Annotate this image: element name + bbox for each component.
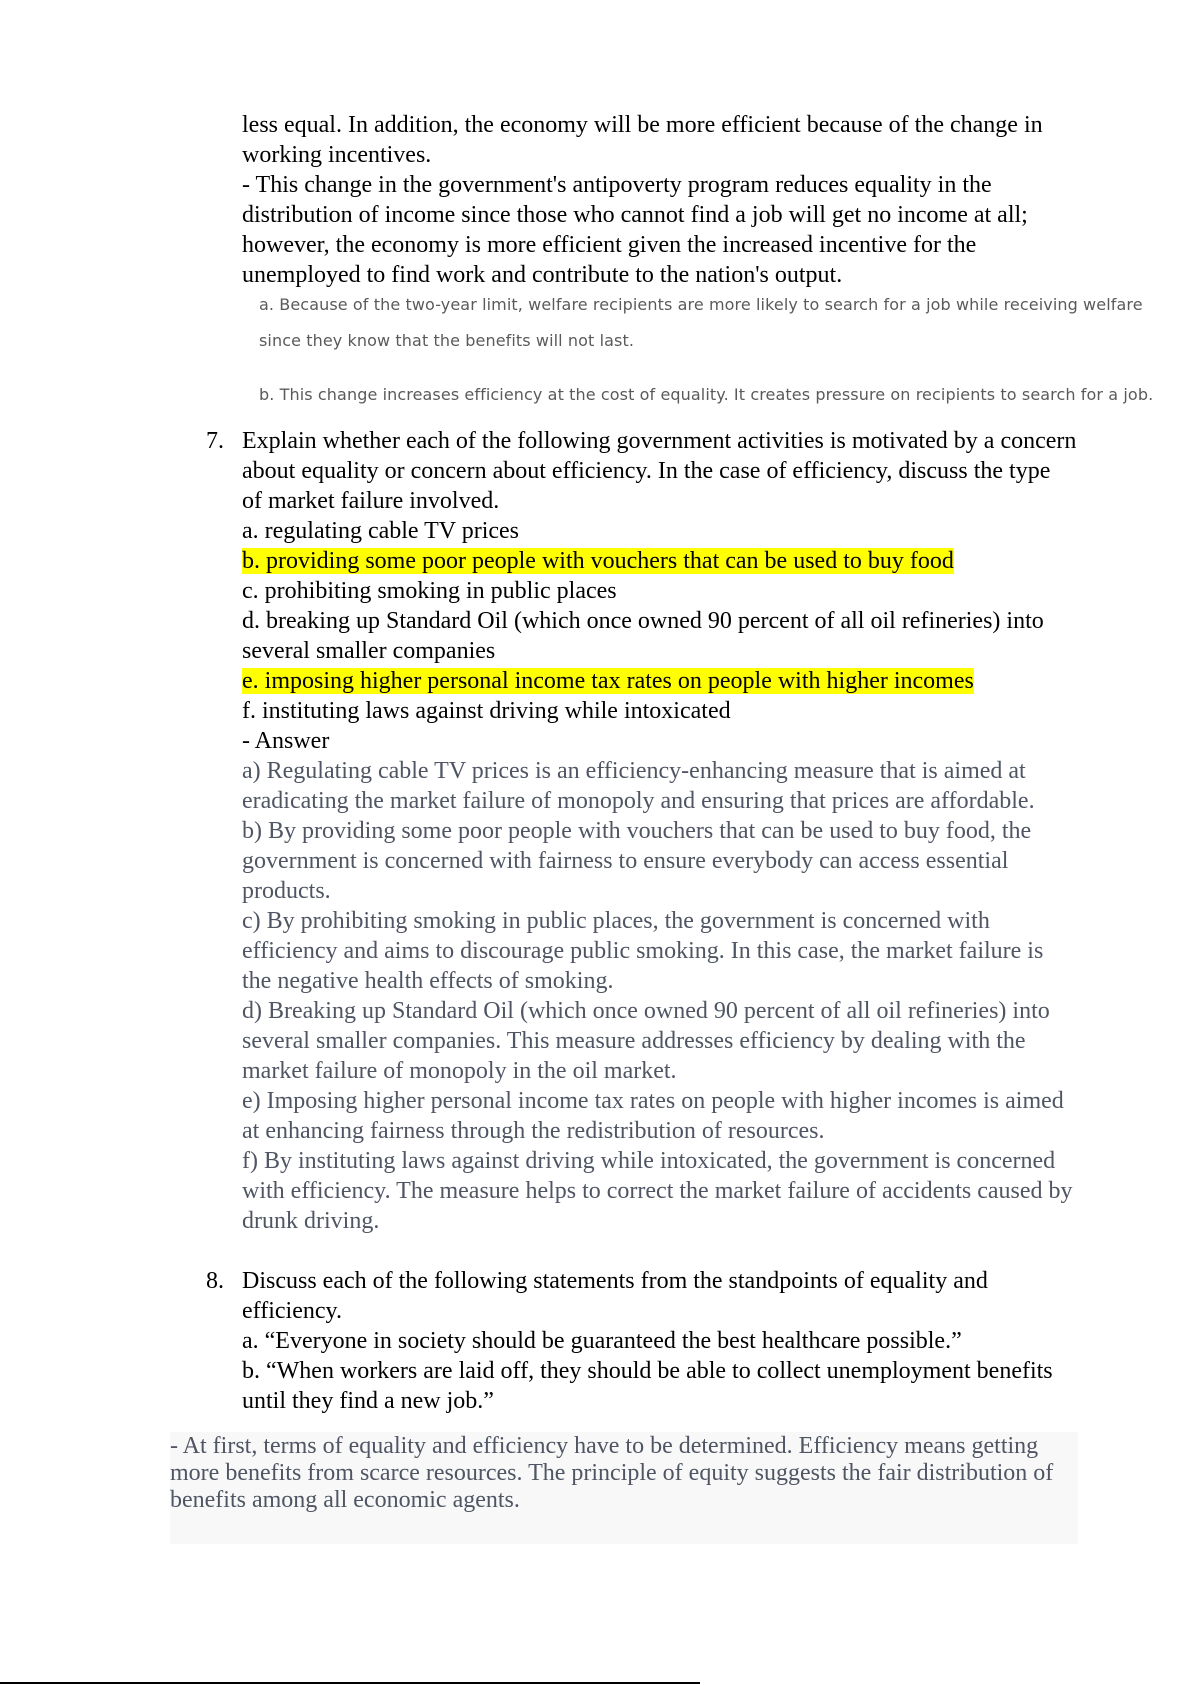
answer-label: - Answer: [242, 728, 330, 754]
previous-answer-text: [242, 110, 1043, 290]
list-item: b. “When workers are laid off, they should be able to collect unemployment benefits: [242, 1358, 1053, 1384]
note-a-line1: a. Because of the two-year limit, welfare recipients are more likely to search for a job while receiving welfare: [259, 295, 1143, 314]
answer-line: efficiency and aims to discourage public smoking. In this case, the market failure is: [242, 938, 1044, 964]
question-line: efficiency.: [242, 1298, 342, 1324]
answer-line: eradicating the market failure of monopoly and ensuring that prices are affordable.: [242, 788, 1035, 814]
list-item: a. regulating cable TV prices: [242, 518, 520, 544]
list-item: until they find a new job.”: [242, 1388, 494, 1414]
answer-line: a) Regulating cable TV prices is an efficiency-enhancing measure that is aimed at: [242, 758, 1026, 784]
page-bottom-rule: [0, 1682, 700, 1684]
answer-line: benefits among all economic agents.: [170, 1487, 520, 1513]
answer-line: several smaller companies. This measure addresses efficiency by dealing with the: [242, 1028, 1026, 1054]
answer-line: c) By prohibiting smoking in public places, the government is concerned with: [242, 908, 990, 934]
answer-line: f) By instituting laws against driving while intoxicated, the government is concerned: [242, 1148, 1056, 1174]
answer-line: at enhancing fairness through the redistribution of resources.: [242, 1118, 825, 1144]
question-8-answer: [170, 1432, 1078, 1544]
text-line: however, the economy is more efficient given the increased incentive for the: [242, 232, 977, 258]
list-item: a. “Everyone in society should be guaranteed the best healthcare possible.”: [242, 1328, 962, 1354]
answer-line: - At first, terms of equality and efficiency have to be determined. Efficiency means getting: [170, 1433, 1039, 1459]
list-item: c. prohibiting smoking in public places: [242, 578, 617, 604]
text-line: - This change in the government's antipoverty program reduces equality in the: [242, 172, 992, 198]
answer-line: drunk driving.: [242, 1208, 380, 1234]
answer-line: market failure of monopoly in the oil market.: [242, 1058, 677, 1084]
list-item: d. breaking up Standard Oil (which once owned 90 percent of all oil refineries) into: [242, 608, 1044, 634]
text-line: unemployed to find work and contribute to the nation's output.: [242, 262, 843, 288]
answer-line: e) Imposing higher personal income tax rates on people with higher incomes is aimed: [242, 1088, 1064, 1114]
question-7: [242, 426, 1076, 756]
question-line: about equality or concern about efficiency. In the case of efficiency, discuss the type: [242, 458, 1051, 484]
answer-line: the negative health effects of smoking.: [242, 968, 614, 994]
text-line: working incentives.: [242, 142, 432, 168]
question-7-number: 7.: [206, 428, 224, 454]
text-line: less equal. In addition, the economy will be more efficient because of the change in: [242, 112, 1043, 138]
answer-line: more benefits from scarce resources. The principle of equity suggests the fair distribution of: [170, 1460, 1054, 1486]
list-item: f. instituting laws against driving while intoxicated: [242, 698, 731, 724]
note-b: b. This change increases efficiency at the cost of equality. It creates pressure on recipients to search for a job.: [259, 385, 1154, 404]
answer-line: products.: [242, 878, 331, 904]
question-8-number: 8.: [206, 1268, 224, 1294]
note-a-line2: since they know that the benefits will not last.: [259, 331, 635, 350]
answer-line: d) Breaking up Standard Oil (which once owned 90 percent of all oil refineries) into: [242, 998, 1050, 1024]
answer-line: government is concerned with fairness to ensure everybody can access essential: [242, 848, 1009, 874]
question-line: Discuss each of the following statements from the standpoints of equality and: [242, 1268, 988, 1294]
highlighted-list-item: b. providing some poor people with vouchers that can be used to buy food: [242, 548, 954, 574]
question-7-answer: [242, 756, 1073, 1236]
question-line: of market failure involved.: [242, 488, 500, 514]
list-item: several smaller companies: [242, 638, 496, 664]
question-line: Explain whether each of the following government activities is motivated by a concern: [242, 428, 1077, 454]
text-line: distribution of income since those who cannot find a job will get no income at all;: [242, 202, 1028, 228]
answer-line: b) By providing some poor people with vouchers that can be used to buy food, the: [242, 818, 1032, 844]
question-8: [242, 1266, 1053, 1416]
highlighted-list-item: e. imposing higher personal income tax rates on people with higher incomes: [242, 668, 974, 694]
answer-line: with efficiency. The measure helps to correct the market failure of accidents caused by: [242, 1178, 1073, 1204]
